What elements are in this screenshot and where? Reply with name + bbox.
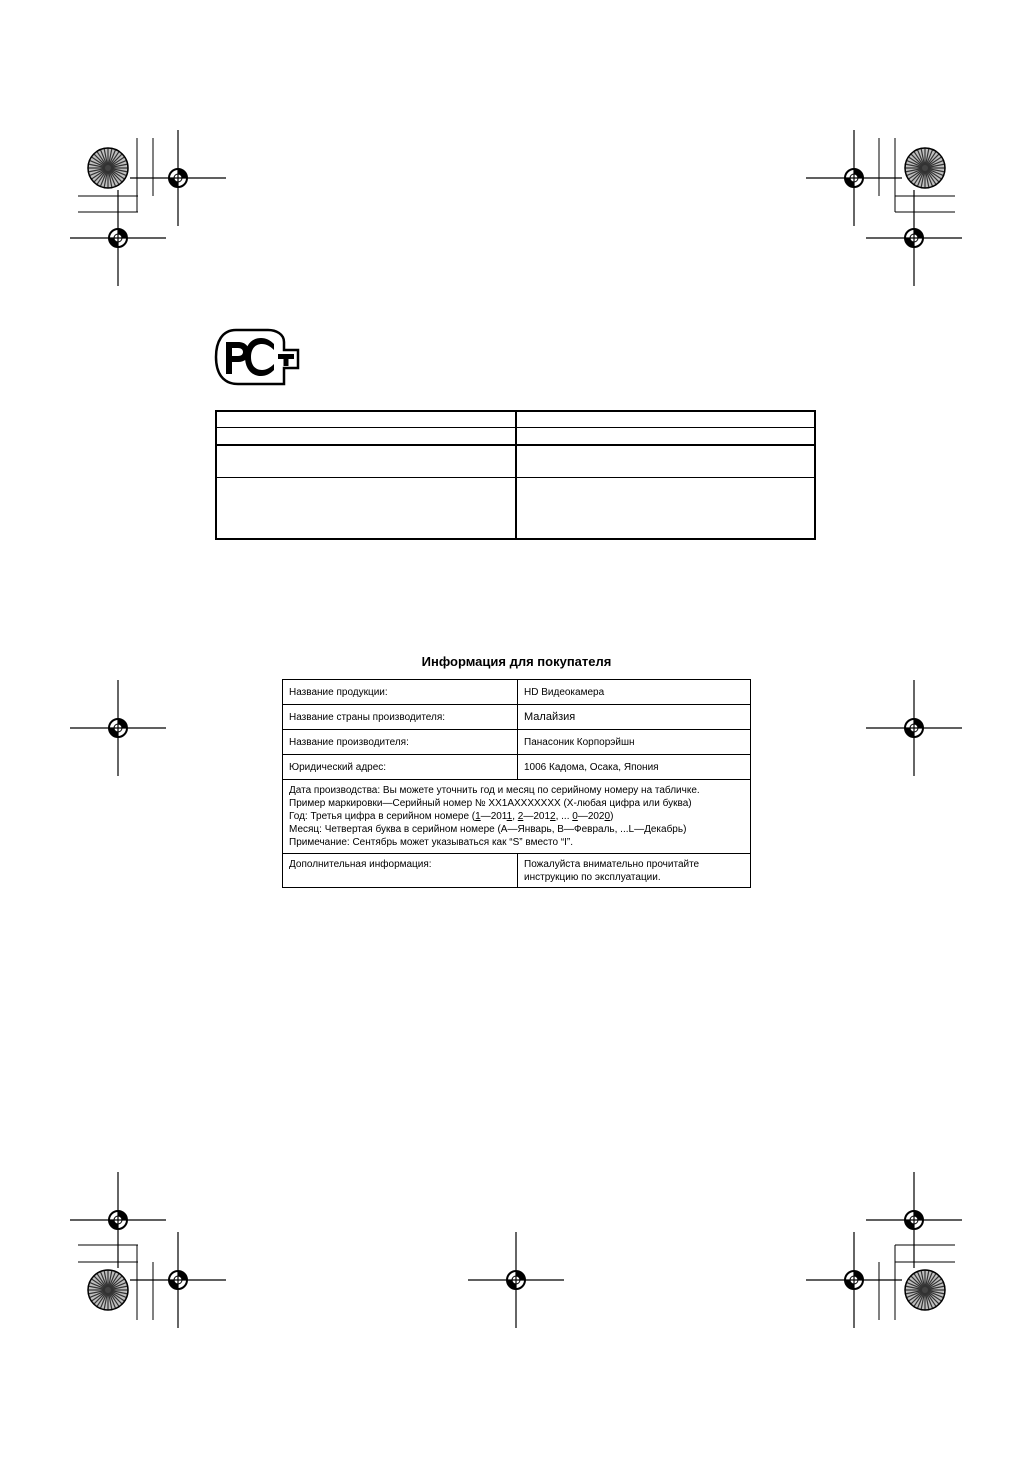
row-label: Название страны производителя: bbox=[283, 705, 518, 730]
row-value: Малайзия bbox=[518, 705, 751, 730]
text-span: 2 bbox=[517, 811, 524, 822]
text-span: Год: Третья цифра в серийном номере ( bbox=[289, 811, 476, 822]
table-divider bbox=[515, 412, 517, 538]
text-span: 1 bbox=[475, 811, 481, 822]
row-value: Панасоник Корпорэйшн bbox=[518, 730, 751, 755]
registration-mark-icon bbox=[866, 680, 962, 776]
table-row bbox=[283, 730, 751, 755]
registration-mark-icon bbox=[130, 1232, 226, 1328]
empty-table bbox=[215, 410, 816, 540]
registration-mark-icon bbox=[130, 130, 226, 226]
registration-mark-icon bbox=[70, 190, 166, 286]
table-row bbox=[283, 854, 751, 888]
text-span: ) bbox=[610, 811, 614, 822]
value-line: инструкцию по эксплуатации. bbox=[524, 872, 661, 883]
text-span: —201 bbox=[480, 811, 507, 822]
color-wheel-icon bbox=[88, 1270, 128, 1310]
table-row bbox=[283, 705, 751, 730]
text-span: 0 bbox=[572, 811, 578, 822]
table-row bbox=[283, 680, 751, 705]
row-label: Юридический адрес: bbox=[283, 755, 518, 780]
row-value: 1006 Кадома, Осака, Япония bbox=[518, 755, 751, 780]
color-wheel-icon bbox=[88, 148, 128, 188]
registration-mark-icon bbox=[806, 1232, 902, 1328]
registration-mark-icon bbox=[468, 1232, 564, 1328]
value-line: Пожалуйста внимательно прочитайте bbox=[524, 859, 700, 870]
table-row bbox=[283, 755, 751, 780]
text-span: 1 bbox=[506, 811, 513, 822]
pct-certification-logo bbox=[214, 328, 300, 386]
row-label: Дополнительная информация: bbox=[283, 854, 518, 888]
color-wheel-icon bbox=[905, 148, 945, 188]
text-span: —201 bbox=[523, 811, 551, 822]
customer-info-table bbox=[282, 679, 751, 888]
text-span: 2 bbox=[550, 811, 556, 822]
text-span: —202 bbox=[577, 811, 605, 822]
production-date-info bbox=[283, 780, 751, 854]
text-span: , ... bbox=[555, 811, 573, 822]
color-wheel-icon bbox=[905, 1270, 945, 1310]
production-line: Пример маркировки—Серийный номер № XX1AXXXXXXX (X-любая цифра или буква) bbox=[289, 798, 692, 809]
registration-mark-icon bbox=[866, 190, 962, 286]
production-year-line bbox=[289, 810, 744, 823]
row-value bbox=[518, 854, 751, 888]
page-title: Информация для покупателя bbox=[421, 654, 612, 669]
registration-mark-icon bbox=[806, 130, 902, 226]
text-span: , bbox=[512, 811, 518, 822]
row-label: Название производителя: bbox=[283, 730, 518, 755]
table-row bbox=[283, 780, 751, 854]
row-label: Название продукции: bbox=[283, 680, 518, 705]
registration-mark-icon bbox=[70, 680, 166, 776]
row-value: HD Видеокамера bbox=[518, 680, 751, 705]
production-line: Месяц: Четвертая буква в серийном номере (A—Январь, B—Февраль, ...L—Декабрь) bbox=[289, 824, 687, 835]
registration-mark-icon bbox=[866, 1172, 962, 1268]
production-line: Примечание: Сентябрь может указываться как “S” вместо “I”. bbox=[289, 837, 574, 848]
registration-mark-icon bbox=[70, 1172, 166, 1268]
production-line: Дата производства: Вы можете уточнить год и месяц по серийному номеру на табличке. bbox=[289, 785, 700, 796]
text-span: 0 bbox=[604, 811, 611, 822]
